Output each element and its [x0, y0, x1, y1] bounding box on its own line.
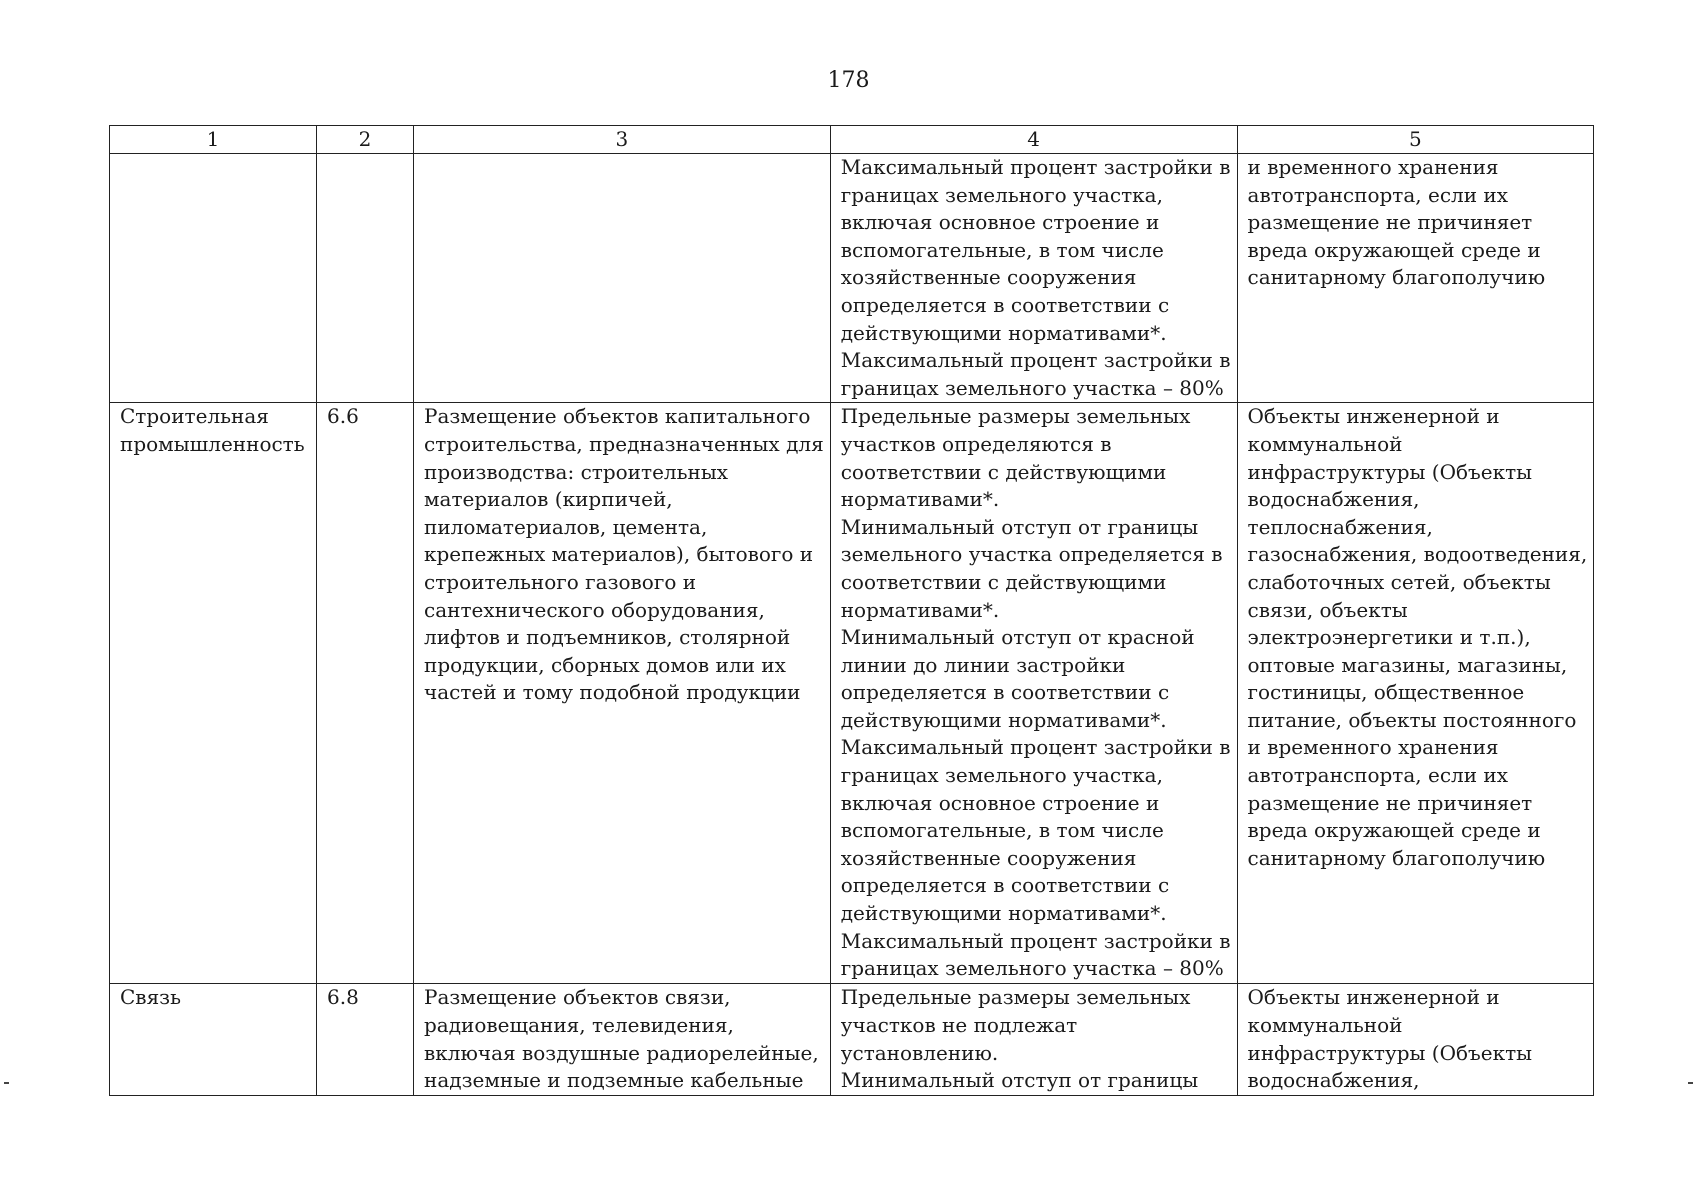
cell-text-line: хозяйственные сооружения: [840, 845, 1137, 870]
cell-text-line: Максимальный процент застройки в: [840, 928, 1231, 953]
cell-text-line: производства: строительных: [424, 459, 729, 484]
cell-text-line: хозяйственные сооружения: [840, 265, 1137, 290]
cell-text-line: надземные и подземные кабельные: [424, 1068, 804, 1093]
cell-text-line: электроэнергетики и т.п.),: [1247, 625, 1531, 650]
cell-text-line: вспомогательные, в том числе: [840, 237, 1164, 262]
cell-text-line: вспомогательные, в том числе: [840, 818, 1164, 843]
cell-text-line: Предельные размеры земельных: [840, 985, 1191, 1010]
cell-text-line: и временного хранения: [1247, 735, 1499, 760]
cell-text-line: действующими нормативами*.: [840, 707, 1167, 732]
cell-text-line: оптовые магазины, магазины,: [1247, 652, 1568, 677]
cell-text-line: инфраструктуры (Объекты: [1247, 1040, 1533, 1065]
cell-text-line: вреда окружающей среде и: [1247, 237, 1541, 262]
cell-text-line: действующими нормативами*.: [840, 320, 1167, 345]
cell-text-line: Размещение объектов связи,: [424, 985, 731, 1010]
cell-text-line: Максимальный процент застройки в: [840, 155, 1231, 179]
right-margin-mark: [1688, 1082, 1693, 1084]
table-row: [110, 984, 1594, 1095]
left-margin-mark: [4, 1082, 9, 1084]
use-name-cell: [110, 403, 317, 984]
cell-text-line: Максимальный процент застройки в: [840, 348, 1231, 373]
cell-text-line: теплоснабжения,: [1247, 514, 1433, 539]
cell-text-line: границах земельного участка,: [840, 182, 1163, 207]
use-description-cell: [414, 984, 831, 1095]
cell-text-line: санитарному благополучию: [1247, 845, 1546, 870]
cell-text-line: земельного участка определяется в: [840, 542, 1223, 567]
cell-text-line: вреда окружающей среде и: [1247, 818, 1541, 843]
cell-text-line: строительного газового и: [424, 569, 697, 594]
cell-text-line: питание, объекты постоянного: [1247, 707, 1577, 732]
table-row: [110, 154, 1594, 403]
cell-text-line: автотранспорта, если их: [1247, 763, 1509, 788]
cell-text-line: Максимальный процент застройки в: [840, 735, 1231, 760]
cell-text-line: водоснабжения,: [1247, 487, 1420, 512]
cell-text-line: участков не подлежат: [840, 1012, 1078, 1037]
cell-text-line: материалов (кирпичей,: [424, 487, 673, 512]
cell-text-line: соответствии с действующими: [840, 459, 1167, 484]
cell-text-line: 6.6: [327, 404, 359, 429]
use-description-cell: [414, 154, 831, 403]
cell-text-line: Строительная: [120, 404, 269, 429]
cell-text-line: Минимальный отступ от красной: [840, 625, 1195, 650]
cell-text-line: радиовещания, телевидения,: [424, 1012, 734, 1037]
cell-text-line: гостиницы, общественное: [1247, 680, 1525, 705]
use-code-cell: [317, 403, 414, 984]
cell-text-line: соответствии с действующими: [840, 569, 1167, 594]
cell-text-line: границах земельного участка – 80%: [840, 375, 1224, 400]
cell-text-line: промышленность: [120, 431, 305, 456]
cell-text-line: включая основное строение и: [840, 790, 1160, 815]
parameters-cell: [830, 403, 1237, 984]
page-number: 178: [827, 68, 870, 93]
cell-text-line: определяется в соответствии с: [840, 873, 1170, 898]
cell-text-line: Предельные размеры земельных: [840, 404, 1191, 429]
cell-text-line: границах земельного участка – 80%: [840, 956, 1224, 981]
cell-text-line: определяется в соответствии с: [840, 680, 1170, 705]
cell-text-line: связи, объекты: [1247, 597, 1408, 622]
cell-text-line: Объекты инженерной и: [1247, 404, 1500, 429]
cell-text-line: 6.8: [327, 985, 359, 1010]
cell-text-line: Связь: [120, 985, 181, 1010]
cell-text-line: действующими нормативами*.: [840, 901, 1167, 926]
zoning-table: [109, 125, 1594, 1096]
use-name-cell: [110, 154, 317, 403]
cell-text-line: включая основное строение и: [840, 210, 1160, 235]
auxiliary-uses-cell: [1237, 984, 1594, 1095]
use-description-cell: [414, 403, 831, 984]
use-name-cell: [110, 984, 317, 1095]
use-code-cell: [317, 984, 414, 1095]
column-header-1: 1: [110, 126, 317, 154]
cell-text-line: автотранспорта, если их: [1247, 182, 1509, 207]
cell-text-line: Объекты инженерной и: [1247, 985, 1500, 1010]
cell-text-line: границах земельного участка,: [840, 763, 1163, 788]
cell-text-line: определяется в соответствии с: [840, 292, 1170, 317]
cell-text-line: строительства, предназначенных для: [424, 431, 824, 456]
auxiliary-uses-cell: [1237, 154, 1594, 403]
cell-text-line: нормативами*.: [840, 597, 1000, 622]
parameters-cell: [830, 154, 1237, 403]
cell-text-line: участков определяются в: [840, 431, 1112, 456]
cell-text-line: водоснабжения,: [1247, 1068, 1420, 1093]
auxiliary-uses-cell: [1237, 403, 1594, 984]
table-header-row: [110, 126, 1594, 154]
cell-text-line: коммунальной: [1247, 1012, 1403, 1037]
column-header-2: 2: [317, 126, 414, 154]
cell-text-line: размещение не причиняет: [1247, 210, 1533, 235]
cell-text-line: пиломатериалов, цемента,: [424, 514, 708, 539]
cell-text-line: инфраструктуры (Объекты: [1247, 459, 1533, 484]
cell-text-line: коммунальной: [1247, 431, 1403, 456]
cell-text-line: линии до линии застройки: [840, 652, 1126, 677]
cell-text-line: крепежных материалов), бытового и: [424, 542, 814, 567]
column-header-3: 3: [414, 126, 831, 154]
cell-text-line: сантехнического оборудования,: [424, 597, 765, 622]
cell-text-line: размещение не причиняет: [1247, 790, 1533, 815]
cell-text-line: Минимальный отступ от границы: [840, 514, 1199, 539]
cell-text-line: слаботочных сетей, объекты: [1247, 569, 1551, 594]
cell-text-line: и временного хранения: [1247, 155, 1499, 179]
cell-text-line: установлению.: [840, 1040, 999, 1065]
cell-text-line: Минимальный отступ от границы: [840, 1068, 1199, 1093]
cell-text-line: санитарному благополучию: [1247, 265, 1546, 290]
cell-text-line: Размещение объектов капитального: [424, 404, 811, 429]
use-code-cell: [317, 154, 414, 403]
column-header-4: 4: [830, 126, 1237, 154]
parameters-cell: [830, 984, 1237, 1095]
column-header-5: 5: [1237, 126, 1594, 154]
cell-text-line: частей и тому подобной продукции: [424, 680, 801, 705]
cell-text-line: продукции, сборных домов или их: [424, 652, 786, 677]
cell-text-line: лифтов и подъемников, столярной: [424, 625, 791, 650]
cell-text-line: нормативами*.: [840, 487, 1000, 512]
cell-text-line: газоснабжения, водоотведения,: [1247, 542, 1588, 567]
cell-text-line: включая воздушные радиорелейные,: [424, 1040, 819, 1065]
table-row: [110, 403, 1594, 984]
